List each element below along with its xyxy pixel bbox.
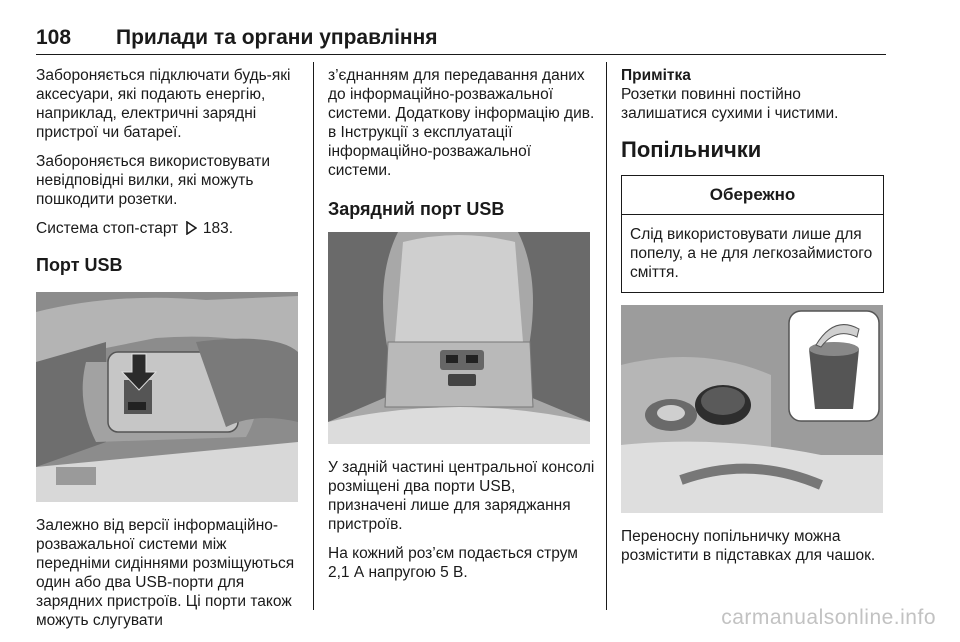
page-title: Прилади та органи управління	[116, 26, 438, 49]
warning-plugs-text: Забороняється використовувати невідповідні вилки, які можуть пошкодити розетки.	[36, 153, 270, 208]
caution-title: Обережно	[622, 176, 883, 215]
page-reference-arrow-icon	[185, 221, 197, 240]
usb-port-description: Залежно від версії інформаційно-розважальної системи між передніми сидіннями розміщуються один або два USB-порти для зарядних пристроїв. Ці порти також можуть слугувати	[36, 517, 295, 629]
column-1	[36, 66, 304, 640]
column-3	[621, 66, 889, 575]
header-rule	[36, 54, 886, 55]
note-block	[621, 66, 889, 123]
watermark: carmanualsonline.info	[721, 606, 936, 629]
rear-usb-illustration	[328, 232, 590, 444]
note-text: Розетки повинні постійно залишатися сухими і чистими.	[621, 86, 839, 122]
rear-usb-description: У задній частині центральної консолі розміщені два порти USB, призначені лише для заряджання пристроїв.	[328, 459, 595, 533]
ashtray-heading: Попільнички	[621, 137, 762, 162]
usb-data-connection-text: з’єднанням для передавання даних до інформаційно-розважальної системи. Додаткову інформацію див. в Інструкції з експлуатації інформаційно-розважальної системи.	[328, 67, 595, 179]
stop-start-label: Система стоп-старт	[36, 220, 179, 237]
rear-usb-heading: Зарядний порт USB	[328, 199, 505, 219]
ashtray-description: Переносну попільничку можна розмістити в підставках для чашок.	[621, 528, 876, 564]
ashtray-illustration	[621, 305, 883, 513]
caution-box	[621, 175, 884, 293]
stop-start-page: 183.	[202, 220, 234, 237]
page-number: 108	[36, 26, 72, 49]
usb-port-illustration	[36, 292, 298, 502]
caution-text: Слід використовувати лише для попелу, а не для легкозаймистого сміття.	[630, 226, 873, 281]
usb-port-heading: Порт USB	[36, 255, 123, 275]
column-divider-2	[606, 62, 607, 610]
column-divider-1	[313, 62, 314, 610]
warning-accessories-text: Забороняється підключати будь-які аксесуари, які подають енергію, наприклад, електричні зарядні пристрої чи батареї.	[36, 67, 291, 141]
stop-start-reference	[36, 219, 304, 240]
rear-usb-current-text: На кожний роз’єм подається струм 2,1 А напругою 5 В.	[328, 545, 578, 581]
note-title: Примітка	[621, 67, 691, 84]
column-2	[328, 66, 596, 592]
page-header	[36, 26, 886, 52]
